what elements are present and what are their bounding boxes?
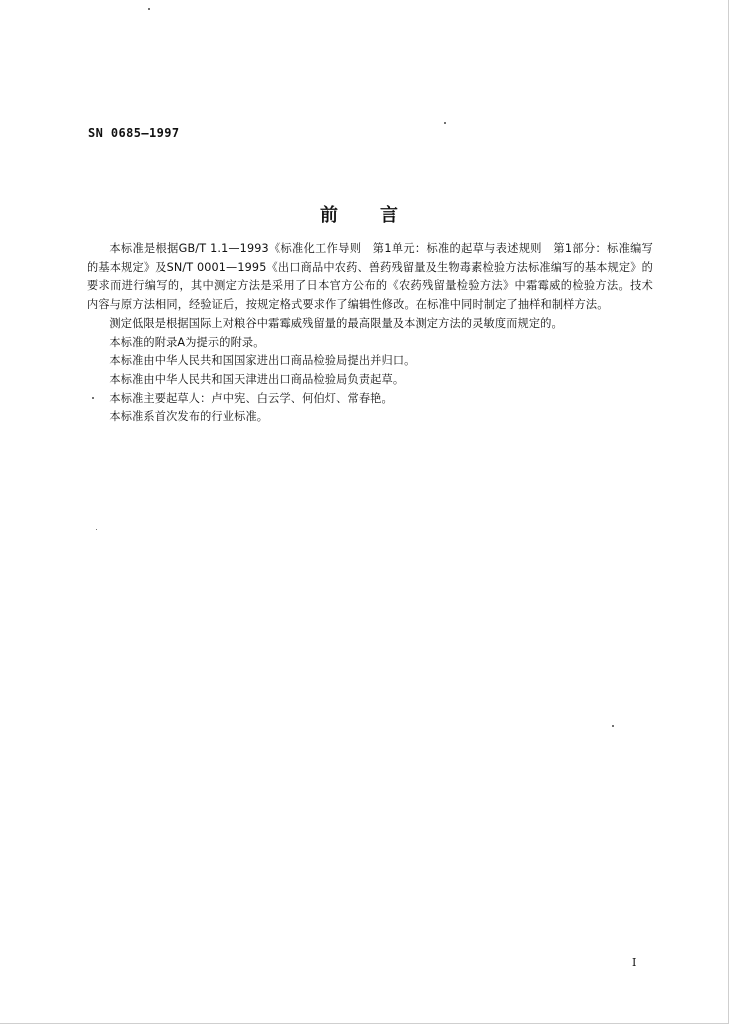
scan-speck [92,397,94,399]
foreword-body [87,240,653,427]
paragraph-7: 本标准系首次发布的行业标准。 [109,410,269,424]
scan-speck [148,8,150,10]
scan-speck [96,529,97,530]
page-number: I [632,956,637,969]
title-part-2: 言 [380,205,398,226]
page-title [320,201,398,227]
paragraph-1: 本标准是根据GB/T 1.1—1993《标准化工作导则 第1单元：标准的起草与表述规则 第1部分：标准编写的基本规定》及SN/T 0001—1995《出口商品中农药、兽药残留量及生物毒素检验方法标准编写的基本规定》的要求而进行编写的，其中测定方法是采用了日本官方公布的《农药残留量检验方法》中霜霉威的检验方法。技术内容与原方法相同，经验证后，按规定格式要求作了编辑性修改。在标准中同时制定了抽样和制样方法。 [87,242,653,312]
title-part-1: 前 [320,205,338,226]
scan-speck [612,725,614,727]
paragraph-2: 测定低限是根据国际上对粮谷中霜霉威残留量的最高限量及本测定方法的灵敏度而规定的。 [109,316,563,330]
paragraph-3: 本标准的附录A为提示的附录。 [109,335,265,349]
paragraph-6: 本标准主要起草人：卢中宪、白云学、何伯灯、常春艳。 [109,391,393,405]
paragraph-5: 本标准由中华人民共和国天津进出口商品检验局负责起草。 [109,372,405,386]
scan-speck [444,122,446,124]
standard-code: SN 0685—1997 [88,126,180,140]
paragraph-4: 本标准由中华人民共和国国家进出口商品检验局提出并归口。 [109,354,416,368]
